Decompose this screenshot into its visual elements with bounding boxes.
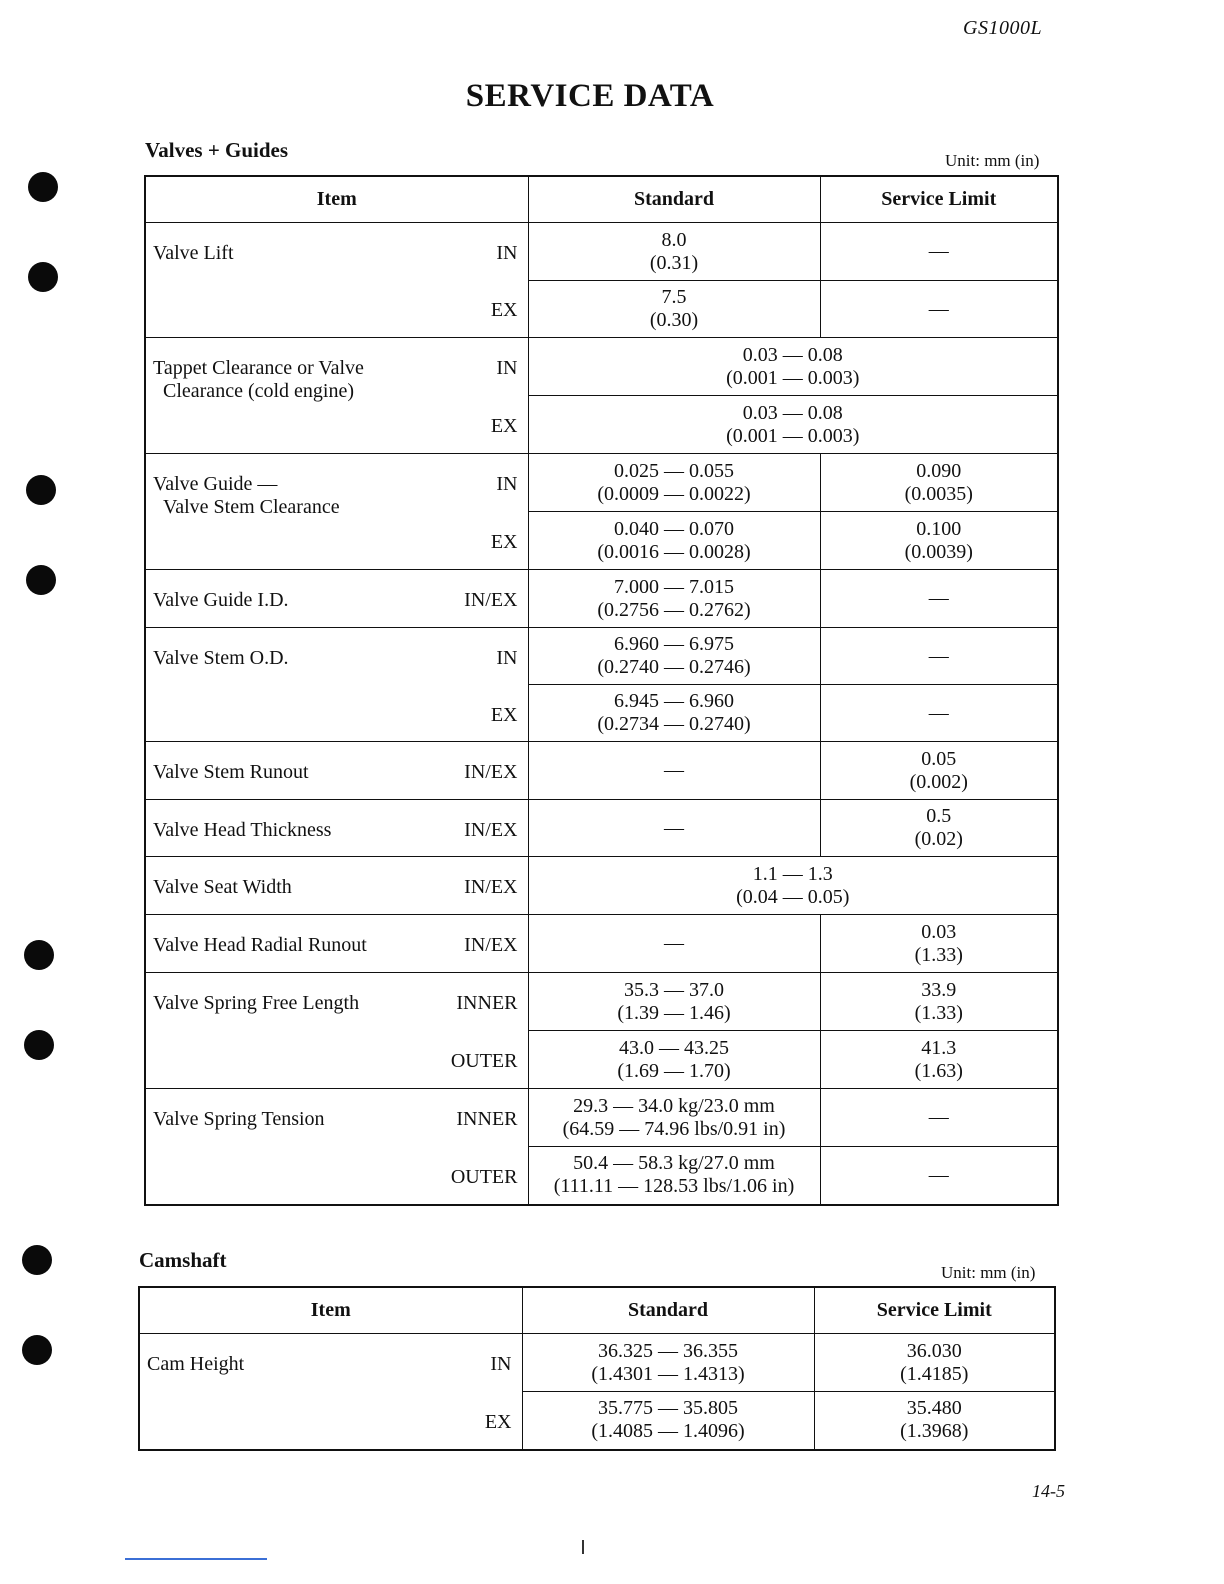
item-label: Valve Guide I.D.	[153, 589, 289, 611]
item-label: Valve Guide — Valve Stem Clearance	[153, 473, 340, 518]
service-limit-value: —	[820, 570, 1058, 628]
binder-hole	[24, 1030, 54, 1060]
service-limit-value: 35.480 (1.3968)	[814, 1392, 1055, 1450]
service-limit-value: —	[820, 1089, 1058, 1147]
item-code: OUTER	[450, 1050, 518, 1072]
item-label: Valve Stem O.D.	[153, 647, 289, 669]
binder-hole	[28, 262, 58, 292]
table-row	[145, 742, 1058, 800]
item-code: IN/EX	[464, 876, 518, 898]
item-cell	[145, 338, 528, 454]
column-header: Service Limit	[814, 1287, 1055, 1334]
unit-label-valves: Unit: mm (in)	[945, 151, 1040, 170]
page-title: SERVICE DATA	[465, 78, 715, 114]
service-limit-value: 0.100 (0.0039)	[820, 512, 1058, 570]
table-row	[139, 1334, 1055, 1392]
column-header: Item	[139, 1287, 522, 1334]
service-limit-value: 0.090 (0.0035)	[820, 454, 1058, 512]
scan-mark	[582, 1540, 584, 1554]
item-code: IN	[496, 357, 518, 379]
item-code: IN	[496, 242, 518, 264]
item-code: IN	[490, 1353, 512, 1375]
item-cell	[145, 742, 528, 800]
column-header: Item	[145, 176, 528, 223]
item-cell	[145, 800, 528, 857]
standard-value: 43.0 — 43.25 (1.69 — 1.70)	[528, 1031, 820, 1089]
item-cell	[145, 915, 528, 973]
service-limit-value: 41.3 (1.63)	[820, 1031, 1058, 1089]
binder-hole	[22, 1245, 52, 1275]
service-limit-value: —	[820, 628, 1058, 685]
valves-table	[144, 175, 1059, 1206]
section-title-camshaft: Camshaft	[139, 1248, 227, 1272]
table-row	[145, 800, 1058, 857]
binder-hole	[26, 565, 56, 595]
table-row	[145, 454, 1058, 512]
binder-hole	[22, 1335, 52, 1365]
table-row	[145, 1089, 1058, 1147]
item-code: INNER	[456, 1108, 518, 1130]
service-limit-value: 0.5 (0.02)	[820, 800, 1058, 857]
unit-label-camshaft: Unit: mm (in)	[941, 1263, 1036, 1282]
item-cell	[145, 857, 528, 915]
item-cell	[145, 628, 528, 742]
item-code: IN/EX	[464, 589, 518, 611]
standard-value: 0.03 — 0.08 (0.001 — 0.003)	[528, 338, 1058, 396]
table-row	[145, 973, 1058, 1031]
standard-value: 6.945 — 6.960 (0.2734 — 0.2740)	[528, 685, 820, 742]
item-label: Valve Seat Width	[153, 876, 292, 898]
item-label: Valve Head Thickness	[153, 819, 332, 841]
standard-value: 35.3 — 37.0 (1.39 — 1.46)	[528, 973, 820, 1031]
item-label: Valve Spring Tension	[153, 1108, 325, 1130]
item-code: IN/EX	[464, 761, 518, 783]
item-label: Valve Head Radial Runout	[153, 934, 367, 956]
item-code: EX	[490, 531, 518, 553]
binder-hole	[26, 475, 56, 505]
item-code: OUTER	[450, 1166, 518, 1188]
item-code: EX	[490, 704, 518, 726]
standard-value: 0.025 — 0.055 (0.0009 — 0.0022)	[528, 454, 820, 512]
standard-value: 0.040 — 0.070 (0.0016 — 0.0028)	[528, 512, 820, 570]
table-row	[145, 915, 1058, 973]
model-code: GS1000L	[963, 17, 1043, 39]
item-cell	[139, 1334, 522, 1450]
table-row	[145, 338, 1058, 396]
service-limit-value: —	[820, 223, 1058, 281]
standard-value: —	[528, 915, 820, 973]
item-label: Valve Stem Runout	[153, 761, 309, 783]
table-row	[145, 570, 1058, 628]
standard-value: 7.000 — 7.015 (0.2756 — 0.2762)	[528, 570, 820, 628]
service-limit-value: 33.9 (1.33)	[820, 973, 1058, 1031]
standard-value: 29.3 — 34.0 kg/23.0 mm (64.59 — 74.96 lbs/0.91 in)	[528, 1089, 820, 1147]
item-cell	[145, 454, 528, 570]
item-code: EX	[490, 299, 518, 321]
column-header: Standard	[522, 1287, 814, 1334]
camshaft-table	[138, 1286, 1056, 1451]
standard-value: 36.325 — 36.355 (1.4301 — 1.4313)	[522, 1334, 814, 1392]
standard-value: 0.03 — 0.08 (0.001 — 0.003)	[528, 396, 1058, 454]
service-limit-value: 0.03 (1.33)	[820, 915, 1058, 973]
standard-value: 50.4 — 58.3 kg/27.0 mm (111.11 — 128.53 lbs/1.06 in)	[528, 1147, 820, 1205]
section-title-valves: Valves + Guides	[145, 138, 289, 162]
scan-edge-line	[125, 1558, 267, 1560]
table-header-row	[139, 1287, 1055, 1334]
item-code: IN/EX	[464, 934, 518, 956]
item-cell	[145, 223, 528, 338]
column-header: Standard	[528, 176, 820, 223]
service-limit-value: —	[820, 1147, 1058, 1205]
item-code: EX	[490, 415, 518, 437]
standard-value: 6.960 — 6.975 (0.2740 — 0.2746)	[528, 628, 820, 685]
standard-value: 35.775 — 35.805 (1.4085 — 1.4096)	[522, 1392, 814, 1450]
item-label: Valve Spring Free Length	[153, 992, 360, 1014]
page-number: 14-5	[1032, 1481, 1065, 1501]
table-row	[145, 628, 1058, 685]
standard-value: 8.0 (0.31)	[528, 223, 820, 281]
standard-value: —	[528, 800, 820, 857]
item-cell	[145, 570, 528, 628]
column-header: Service Limit	[820, 176, 1058, 223]
table-row	[145, 857, 1058, 915]
table-header-row	[145, 176, 1058, 223]
service-limit-value: 0.05 (0.002)	[820, 742, 1058, 800]
item-cell	[145, 1089, 528, 1205]
item-code: IN	[496, 473, 518, 495]
item-cell	[145, 973, 528, 1089]
item-code: IN	[496, 647, 518, 669]
table-row	[145, 223, 1058, 281]
item-code: INNER	[456, 992, 518, 1014]
item-label: Tappet Clearance or Valve Clearance (cold engine)	[153, 357, 364, 402]
item-label: Valve Lift	[153, 242, 234, 264]
service-limit-value: —	[820, 685, 1058, 742]
item-code: IN/EX	[464, 819, 518, 841]
item-code: EX	[484, 1411, 512, 1433]
service-limit-value: 36.030 (1.4185)	[814, 1334, 1055, 1392]
standard-value: 1.1 — 1.3 (0.04 — 0.05)	[528, 857, 1058, 915]
binder-hole	[24, 940, 54, 970]
standard-value: —	[528, 742, 820, 800]
service-limit-value: —	[820, 281, 1058, 338]
standard-value: 7.5 (0.30)	[528, 281, 820, 338]
item-label: Cam Height	[147, 1353, 245, 1375]
binder-hole	[28, 172, 58, 202]
